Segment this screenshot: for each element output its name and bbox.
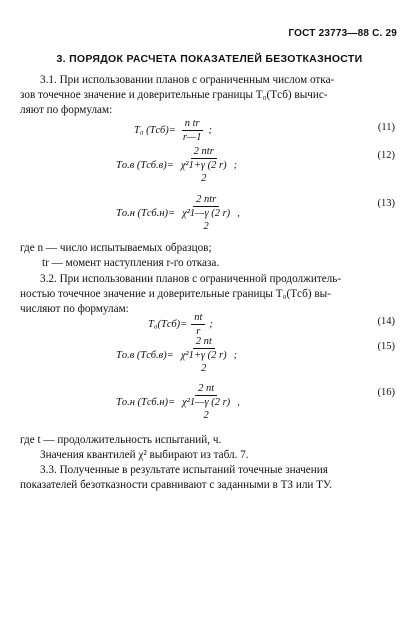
paragraph-3-1 (20, 73, 398, 118)
formula-tail: , (237, 207, 240, 219)
where-line-4: Значения квантилей χ² выбирают из табл. 7. (40, 449, 249, 461)
denominator-divisor: 2 (203, 410, 209, 421)
equation-number: (14) (377, 316, 395, 327)
formula-lhs: Tо.в (Tсб.в)= (116, 159, 174, 171)
equation-number: (16) (377, 387, 395, 398)
fraction-denominator (178, 349, 230, 375)
paragraph-line: показателей безотказности сравнивают с заданными в ТЗ или ТУ. (20, 479, 332, 491)
formula-12 (116, 145, 237, 185)
formula-lhs: Tо.н (Tсб.н)= (116, 396, 176, 408)
fraction (178, 145, 230, 185)
where-line-1: где n — число испытываемых образцов; (20, 242, 212, 254)
equation-number: (11) (377, 122, 395, 133)
formula-tail: ; (233, 349, 238, 361)
chi-square-term: χ²1+γ (2 r) (180, 160, 227, 171)
formula-15 (116, 335, 237, 375)
formula-tail: ; (209, 319, 213, 330)
paragraph-line: зов точечное значение и доверительные границы T₀(Tсб) вычис- (20, 89, 328, 101)
fraction-denominator: r—1 (182, 132, 202, 143)
paragraph-3-3 (20, 463, 398, 493)
formula-tail: ; (208, 125, 213, 136)
fraction (179, 193, 233, 233)
formula-lhs: Tо.н (Tсб.н)= (116, 207, 176, 219)
fraction-numerator: n tr (182, 117, 203, 131)
where-line-3: где t — продолжительность испытаний, ч. (20, 434, 222, 446)
fraction-denominator: r (196, 326, 201, 337)
denominator-divisor: 2 (201, 173, 207, 184)
fraction-denominator (179, 207, 233, 233)
fraction (178, 335, 230, 375)
paragraph-line: ностью точечное значение и доверительные границы T₀(Tсб) вы- (20, 288, 331, 300)
fraction-numerator: 2 ntr (191, 145, 217, 159)
chi-square-term: χ²1+γ (2 r) (180, 350, 227, 361)
paragraph-line: 3.1. При использовании планов с ограниченным числом отка- (40, 74, 335, 86)
paragraph-line: ляют по формулам: (20, 104, 113, 116)
fraction-numerator: 2 nt (195, 382, 217, 396)
formula-lhs: T₀ (Tсб)= (134, 125, 176, 136)
where-line-2: tr — момент наступления r-го отказа. (42, 257, 220, 269)
paragraph-line: числяют по формулам: (20, 303, 129, 315)
paragraph-line: 3.2. При использовании планов с ограниченной продолжитель- (40, 273, 342, 285)
denominator-divisor: 2 (201, 363, 207, 374)
fraction-numerator: 2 ntr (193, 193, 219, 207)
formula-13 (116, 193, 240, 233)
fraction-denominator (178, 159, 230, 185)
fraction-denominator (179, 396, 233, 422)
equation-number: (12) (377, 150, 395, 161)
fraction (179, 382, 233, 422)
denominator-divisor: 2 (203, 221, 209, 232)
page-header: ГОСТ 23773—88 С. 29 (288, 28, 397, 39)
formula-lhs: Tо.в (Tсб.в)= (116, 349, 174, 361)
fraction-numerator: 2 nt (193, 335, 215, 349)
formula-14 (148, 311, 213, 338)
chi-square-term: χ²1—γ (2 r) (182, 208, 231, 219)
formula-tail: ; (233, 159, 238, 171)
paragraph-line: 3.3. Полученные в результате испытаний точечные значения (40, 464, 328, 476)
fraction (180, 117, 205, 144)
formula-16 (116, 382, 240, 422)
formula-lhs: T₀(Tсб)= (148, 319, 188, 330)
formula-11 (134, 117, 212, 144)
fraction-numerator: nt (191, 311, 205, 325)
formula-tail: , (237, 396, 240, 408)
equation-number: (15) (377, 341, 395, 352)
chi-square-term: χ²1—γ (2 r) (182, 397, 231, 408)
section-title: 3. ПОРЯДОК РАСЧЕТА ПОКАЗАТЕЛЕЙ БЕЗОТКАЗНОСТИ (56, 53, 363, 65)
equation-number: (13) (377, 198, 395, 209)
fraction (191, 311, 205, 338)
